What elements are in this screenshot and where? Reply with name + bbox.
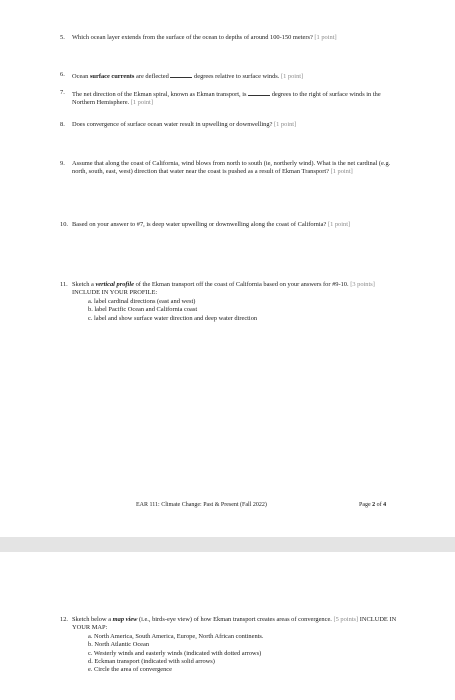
question-9 — [60, 160, 402, 177]
question-text-start: Sketch a — [72, 281, 94, 288]
list-item: a. label cardinal directions (east and west) — [88, 297, 196, 305]
points-label: [1 point] — [314, 34, 337, 41]
question-text-bold: vertical profile — [95, 281, 134, 288]
question-number: 7. — [60, 89, 65, 96]
list-item: b. label Pacific Ocean and California coast — [88, 306, 198, 314]
question-5 — [60, 34, 402, 42]
question-text: Which ocean layer extends from the surface of the ocean to depths of around 100-150 meters? — [72, 34, 313, 41]
points-label: [1 point] — [281, 73, 304, 80]
question-number: 5. — [60, 34, 65, 41]
question-text-end: of the Ekman transport off the coast of California based on your answers for #9-10. — [135, 281, 349, 288]
list-item: b. North Atlantic Ocean — [88, 641, 150, 649]
points-label: [1 point] — [327, 221, 351, 228]
page-of: of — [376, 502, 382, 508]
list-item: a. North America, South America, Europe, North African continents. — [88, 632, 264, 640]
question-number: 9. — [60, 160, 65, 167]
list-item: c. label and show surface water direction and deep water direction — [88, 314, 258, 322]
question-7 — [60, 89, 402, 108]
footer-page-number — [359, 501, 386, 509]
question-text-mid: are deflected — [135, 73, 169, 80]
footer-course-title: EAR 111: Climate Change: Past & Present (Fall 2022) — [136, 502, 267, 508]
page-total: 4 — [383, 502, 387, 508]
worksheet-page-3 — [0, 552, 455, 700]
question-text-end: degrees to the right of surface winds in the Northern Hemisphere. — [72, 91, 381, 107]
question-12 — [60, 616, 402, 675]
question-number: 8. — [60, 121, 65, 128]
question-text-bold: map view — [112, 616, 138, 623]
question-number: 12. — [60, 616, 68, 623]
answer-blank[interactable] — [170, 71, 192, 78]
question-text: Assume that along the coast of California, wind blows from north to south (ie, northerly wind). What is the net cardinal (e.g. north, south, east, west) direction that water near the coast is pushed as a result of Ekman Transport? — [72, 160, 391, 176]
answer-blank[interactable] — [248, 89, 270, 96]
points-label: [1 point] — [274, 121, 297, 128]
question-6 — [60, 71, 402, 81]
include-heading: INCLUDE IN YOUR PROFILE: — [72, 289, 158, 297]
points-label: [5 points] — [333, 616, 359, 623]
include-heading: INCLUDE IN YOUR MAP: — [72, 616, 397, 632]
question-text-start: The net direction of the Ekman spiral, known as Ekman transport, is — [72, 91, 247, 98]
points-label: [3 points] — [350, 281, 375, 288]
list-item: c. Westerly winds and easterly winds (indicated with dotted arrows) — [88, 649, 262, 657]
question-text-start: Sketch below a — [72, 616, 112, 623]
points-label: [1 point] — [330, 168, 353, 176]
question-number: 10. — [60, 221, 68, 228]
question-text-start: Ocean — [72, 73, 89, 80]
question-8 — [60, 121, 402, 129]
points-label: [1 point] — [130, 99, 153, 107]
question-text-bold: surface currents — [89, 73, 135, 80]
question-text-end: (i.e., birds-eye view) of how Ekman transport creates areas of convergence. — [138, 616, 332, 623]
question-text: Does convergence of surface ocean water result in upwelling or downwelling? — [72, 121, 273, 128]
page-current: 2 — [372, 502, 376, 508]
question-text: Based on your answer to #7, is deep water upwelling or downwelling along the coast of California? — [72, 221, 327, 228]
question-text-end: degrees relative to surface winds. — [194, 73, 280, 80]
question-number: 6. — [60, 71, 65, 78]
question-11 — [60, 281, 402, 323]
page-label: Page — [359, 502, 371, 508]
list-item: d. Eckman transport (indicated with solid arrows) — [88, 658, 215, 666]
list-item: e. Circle the area of convergence — [88, 666, 172, 674]
question-number: 11. — [60, 281, 68, 288]
question-10 — [60, 221, 402, 229]
